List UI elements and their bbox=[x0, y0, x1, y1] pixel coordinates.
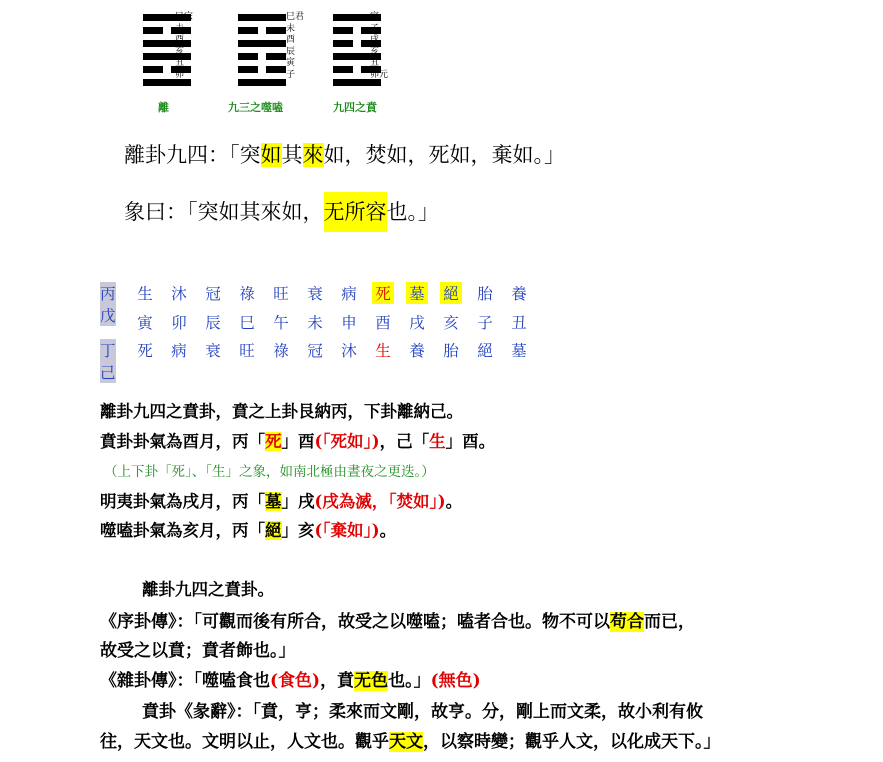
yang-line bbox=[238, 79, 286, 86]
stage-ding-ji-cell: 旺 bbox=[239, 342, 255, 360]
branch-cell: 未 bbox=[307, 314, 323, 332]
stage-bing-wu-cell: 死 bbox=[372, 282, 394, 304]
stage-ding-ji-cell: 絕 bbox=[477, 342, 493, 360]
stage-bing-wu-cell: 祿 bbox=[239, 285, 255, 303]
stage-bing-wu-cell: 沐 bbox=[171, 285, 187, 303]
verse-line-1: 離卦九四：「突如其來如，焚如，死如，棄如。」 bbox=[124, 143, 565, 167]
stage-ding-ji-cell: 養 bbox=[409, 342, 425, 360]
analysis-note: （上下卦「死」、「生」之象，如南北極由晝夜之更迭。） bbox=[104, 464, 435, 480]
hexagram-shihe-labels: 巳君 未 酉 辰 寅 子 bbox=[286, 12, 305, 80]
branch-cell: 卯 bbox=[171, 314, 187, 332]
stage-bing-wu-cell: 生 bbox=[137, 285, 153, 303]
branch-cell: 寅 bbox=[137, 314, 153, 332]
analysis-line-4: 明夷卦氣為戌月，丙「墓」戌(戌為滅，「焚如」)。 bbox=[100, 492, 463, 511]
stage-ding-ji-cell: 生 bbox=[375, 342, 391, 360]
stage-ding-ji-cell: 衰 bbox=[205, 342, 221, 360]
analysis-line-1: 離卦九四之賁卦，賁之上卦艮納丙，下卦離納己。 bbox=[100, 402, 463, 421]
stage-ding-ji-cell: 墓 bbox=[511, 342, 527, 360]
hexagram-bi-name: 九四之賁 bbox=[333, 101, 377, 114]
stage-ding-ji-cell: 胎 bbox=[443, 342, 459, 360]
hexagram-shihe bbox=[238, 14, 286, 92]
branch-cell: 巳 bbox=[239, 314, 255, 332]
yin-line bbox=[238, 27, 286, 34]
hexagram-shihe-name: 九三之噬嗑 bbox=[228, 101, 283, 114]
yang-line bbox=[238, 40, 286, 47]
hexagram-bi-labels: 寅 子 戌 亥 丑 卯元 bbox=[370, 12, 389, 80]
stage-bing-wu-cell: 墓 bbox=[406, 282, 428, 304]
stage-bing-wu-cell: 絕 bbox=[440, 282, 462, 304]
yang-line bbox=[238, 14, 286, 21]
branch-cell: 戌 bbox=[409, 314, 425, 332]
stage-bing-wu-cell: 旺 bbox=[273, 285, 289, 303]
zagua-line: 《雜卦傳》：「噬嗑食也(食色)，賁无色也。」(無色) bbox=[100, 671, 481, 691]
stage-ding-ji-cell: 病 bbox=[171, 342, 187, 360]
hexagram-li-labels: 巳宗 未 酉 亥 丑 卯 bbox=[175, 12, 194, 80]
stage-ding-ji-cell: 沐 bbox=[341, 342, 357, 360]
tuan-line-2: 往，天文也。文明以止，人文也。觀乎天文，以察時變；觀乎人文，以化成天下。」 bbox=[100, 732, 721, 752]
hexagram-li-name: 離 bbox=[158, 101, 169, 114]
stage-bing-wu-cell: 養 bbox=[511, 285, 527, 303]
branch-cell: 辰 bbox=[205, 314, 221, 332]
stage-ding-ji-cell: 祿 bbox=[273, 342, 289, 360]
row-head-ding-ji: 丁己 bbox=[100, 339, 116, 383]
analysis-line-5: 噬嗑卦氣為亥月，丙「絕」亥(「棄如」)。 bbox=[100, 521, 397, 540]
stage-bing-wu-cell: 冠 bbox=[205, 285, 221, 303]
tuan-line-1: 賁卦《彖辭》：「賁，亨；柔來而文剛，故亨。分，剛上而文柔，故小利有攸 bbox=[142, 702, 703, 722]
branch-cell: 丑 bbox=[511, 314, 527, 332]
branch-cell: 酉 bbox=[375, 314, 391, 332]
branch-cell: 申 bbox=[341, 314, 357, 332]
yin-line bbox=[238, 66, 286, 73]
xugua-line-1: 《序卦傳》：「可觀而後有所合，故受之以噬嗑；嗑者合也。物不可以苟合而已， bbox=[100, 612, 695, 632]
stage-bing-wu-cell: 胎 bbox=[477, 285, 493, 303]
stage-ding-ji-cell: 死 bbox=[137, 342, 153, 360]
stage-ding-ji-cell: 冠 bbox=[307, 342, 323, 360]
branch-cell: 子 bbox=[477, 314, 493, 332]
branch-cell: 午 bbox=[273, 314, 289, 332]
stage-bing-wu-cell: 衰 bbox=[307, 285, 323, 303]
row-head-bing-wu: 丙戊 bbox=[100, 282, 116, 326]
xugua-line-2: 故受之以賁；賁者飾也。」 bbox=[100, 641, 296, 661]
verse-line-2: 象曰：「突如其來如，无所容也。」 bbox=[124, 196, 439, 226]
branch-cell: 亥 bbox=[443, 314, 459, 332]
analysis-line-2: 賁卦卦氣為酉月，丙「死」酉(「死如」)，己「生」酉。 bbox=[100, 432, 496, 451]
stage-bing-wu-cell: 病 bbox=[341, 285, 357, 303]
commentary-title: 離卦九四之賁卦。 bbox=[142, 580, 274, 599]
yin-line bbox=[238, 53, 286, 60]
